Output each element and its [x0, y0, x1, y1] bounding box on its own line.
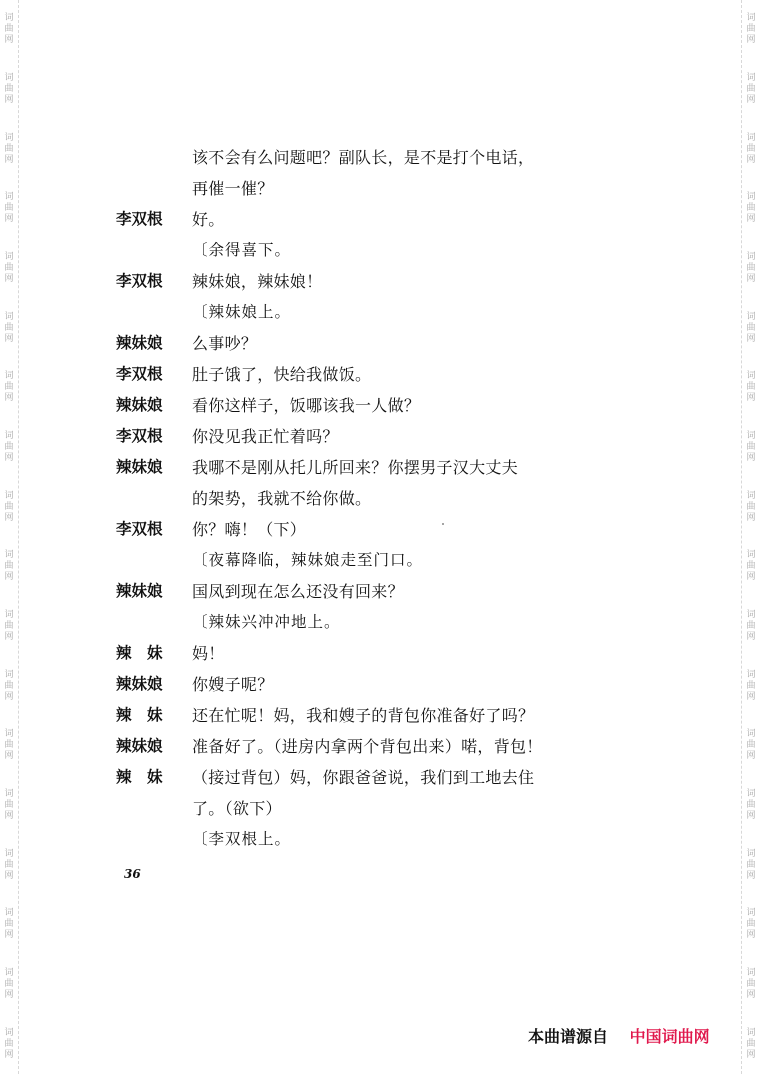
watermark-char: 曲 — [4, 621, 14, 632]
watermark-group — [4, 835, 13, 895]
speaker-name: 李双根 — [116, 365, 163, 383]
watermark-char: 曲 — [4, 680, 14, 691]
watermark-char: 网 — [4, 632, 14, 643]
watermark-group — [4, 597, 13, 657]
watermark-char: 词 — [746, 73, 756, 83]
script-line — [116, 173, 576, 204]
speaker-name: 辣 妹 — [116, 706, 163, 724]
watermark-char: 网 — [4, 751, 14, 762]
source-site-link[interactable]: 中国词曲网 — [629, 1027, 710, 1046]
watermark-char: 曲 — [4, 442, 14, 453]
watermark-char: 词 — [746, 669, 756, 680]
watermark-char: 词 — [746, 371, 756, 382]
dialogue-text: 再催一催？ — [192, 179, 274, 198]
speaker-name: 辣 妹 — [116, 644, 163, 662]
watermark-char: 曲 — [746, 621, 756, 632]
watermark-char: 词 — [746, 729, 756, 740]
dialogue-text: 你嫂子呢？ — [192, 675, 274, 694]
watermark-char: 词 — [4, 13, 14, 24]
dialogue-text: 肚子饿了，快给我做饭。 — [192, 365, 372, 384]
watermark-char: 词 — [4, 610, 14, 621]
watermark-char: 网 — [4, 811, 14, 822]
dialogue-text: 好。 — [192, 210, 225, 229]
watermark-group — [4, 716, 13, 776]
watermark-char: 曲 — [746, 859, 756, 870]
speaker-name: 辣妹娘 — [116, 334, 163, 352]
script-body — [116, 142, 576, 855]
dialogue-text: 的架势，我就不给你做。 — [192, 489, 372, 508]
watermark-char: 词 — [4, 311, 14, 322]
watermark-group — [4, 1014, 13, 1074]
script-line — [116, 731, 576, 762]
watermark-char: 词 — [4, 908, 14, 919]
dialogue-text: 国凤到现在怎么还没有回来？ — [192, 582, 404, 601]
page-number: 36 — [124, 867, 141, 881]
watermark-char: 词 — [746, 789, 756, 800]
stage-direction: 〔李双根上。 — [192, 830, 292, 848]
watermark-char: 曲 — [746, 442, 756, 453]
speaker-name: 李双根 — [116, 520, 163, 538]
watermark-char: 网 — [746, 214, 756, 225]
watermark-group — [746, 1014, 755, 1074]
watermark-char: 曲 — [4, 203, 14, 214]
script-line — [116, 793, 576, 824]
watermark-char: 曲 — [746, 203, 756, 214]
script-line — [116, 824, 576, 855]
watermark-char: 网 — [746, 930, 756, 941]
watermark-group — [746, 776, 755, 836]
watermark-group — [4, 60, 13, 120]
watermark-char: 曲 — [4, 322, 14, 333]
watermark-char: 曲 — [746, 143, 756, 154]
speaker-name: 辣 妹 — [116, 768, 163, 786]
watermark-char: 网 — [746, 154, 756, 165]
speaker-name: 辣妹娘 — [116, 675, 163, 693]
watermark-char: 网 — [746, 1049, 756, 1060]
dialogue-text: 该不会有么问题吧？副队长，是不是打个电话， — [192, 148, 535, 167]
watermark-char: 词 — [746, 490, 756, 501]
watermark-char: 词 — [4, 73, 14, 83]
watermark-char: 曲 — [746, 919, 756, 930]
script-line — [116, 142, 576, 173]
watermark-char: 词 — [4, 192, 14, 203]
watermark-char: 词 — [4, 669, 14, 680]
watermark-char: 曲 — [746, 501, 756, 512]
watermark-char: 曲 — [4, 24, 14, 35]
watermark-char: 网 — [4, 572, 14, 583]
watermark-char: 词 — [746, 311, 756, 322]
watermark-char: 曲 — [4, 919, 14, 930]
watermark-char: 曲 — [4, 800, 14, 811]
script-line — [116, 266, 576, 297]
watermark-char: 网 — [746, 751, 756, 762]
watermark-group — [746, 239, 755, 299]
watermark-char: 网 — [4, 274, 14, 285]
watermark-char: 词 — [746, 848, 756, 859]
speaker-name: 李双根 — [116, 272, 163, 290]
script-line — [116, 607, 576, 638]
watermark-char: 网 — [746, 811, 756, 822]
dialogue-text: 了。（欲下） — [192, 799, 282, 818]
script-line — [116, 421, 576, 452]
watermark-char: 曲 — [4, 382, 14, 393]
speaker-name: 辣妹娘 — [116, 582, 163, 600]
dialogue-text: 准备好了。（进房内拿两个背包出来）喏，背包！ — [192, 737, 543, 756]
watermark-char: 词 — [746, 908, 756, 919]
script-line — [116, 204, 576, 235]
speaker-name: 辣妹娘 — [116, 458, 163, 476]
watermark-group — [746, 656, 755, 716]
watermark-char: 网 — [746, 35, 756, 46]
speaker-name: 辣妹娘 — [116, 737, 163, 755]
watermark-char: 网 — [746, 95, 756, 105]
watermark-group — [746, 60, 755, 120]
watermark-char: 曲 — [746, 680, 756, 691]
stage-direction: 〔辣妹兴冲冲地上。 — [192, 613, 341, 631]
right-watermark-strip — [741, 0, 760, 1074]
watermark-char: 曲 — [4, 501, 14, 512]
watermark-char: 网 — [4, 333, 14, 344]
dialogue-text: 你没见我正忙着吗？ — [192, 427, 339, 446]
script-line — [116, 638, 576, 669]
script-line — [116, 328, 576, 359]
watermark-char: 曲 — [4, 979, 14, 990]
watermark-group — [4, 776, 13, 836]
watermark-group — [746, 955, 755, 1015]
script-line — [116, 514, 576, 545]
watermark-group — [746, 0, 755, 60]
watermark-group — [4, 477, 13, 537]
watermark-group — [4, 656, 13, 716]
watermark-char: 网 — [746, 632, 756, 643]
watermark-char: 词 — [746, 252, 756, 263]
watermark-char: 网 — [4, 1049, 14, 1060]
watermark-char: 曲 — [746, 382, 756, 393]
watermark-char: 网 — [746, 274, 756, 285]
watermark-char: 词 — [4, 490, 14, 501]
watermark-char: 网 — [746, 512, 756, 523]
watermark-char: 网 — [4, 870, 14, 881]
dialogue-text: 还在忙呢！妈，我和嫂子的背包你准备好了吗？ — [192, 706, 535, 725]
watermark-group — [746, 119, 755, 179]
dialogue-text: 妈！ — [192, 644, 225, 663]
watermark-char: 网 — [4, 214, 14, 225]
watermark-char: 词 — [4, 132, 14, 143]
watermark-group — [746, 716, 755, 776]
watermark-char: 网 — [4, 95, 14, 105]
watermark-char: 曲 — [746, 979, 756, 990]
dialogue-text: 你？嗨！（下） — [192, 520, 307, 539]
watermark-group — [4, 895, 13, 955]
watermark-char: 词 — [746, 13, 756, 24]
script-line — [116, 483, 576, 514]
dialogue-text: 辣妹娘，辣妹娘！ — [192, 272, 323, 291]
script-line — [116, 452, 576, 483]
watermark-group — [746, 358, 755, 418]
watermark-group — [4, 179, 13, 239]
speaker-name: 李双根 — [116, 427, 163, 445]
watermark-char: 网 — [4, 154, 14, 165]
watermark-char: 词 — [746, 431, 756, 442]
watermark-char: 词 — [4, 789, 14, 800]
watermark-char: 词 — [746, 610, 756, 621]
watermark-char: 网 — [746, 870, 756, 881]
watermark-char: 词 — [4, 431, 14, 442]
watermark-char: 曲 — [746, 24, 756, 35]
watermark-group — [746, 597, 755, 657]
watermark-char: 网 — [4, 35, 14, 46]
watermark-char: 曲 — [746, 740, 756, 751]
speaker-name: 辣妹娘 — [116, 396, 163, 414]
watermark-char: 词 — [4, 550, 14, 561]
watermark-char: 词 — [4, 1027, 14, 1038]
watermark-char: 曲 — [746, 1038, 756, 1049]
watermark-group — [746, 537, 755, 597]
source-label: 本曲谱源自 — [528, 1027, 609, 1046]
watermark-char: 网 — [4, 691, 14, 702]
stage-direction: 〔夜幕降临，辣妹娘走至门口。 — [192, 551, 424, 569]
watermark-group — [746, 895, 755, 955]
watermark-char: 网 — [746, 333, 756, 344]
script-line — [116, 700, 576, 731]
watermark-char: 网 — [4, 930, 14, 941]
watermark-char: 词 — [4, 968, 14, 979]
stage-direction: 〔辣妹娘上。 — [192, 303, 292, 321]
watermark-char: 网 — [746, 393, 756, 404]
speck — [442, 523, 444, 525]
watermark-char: 网 — [4, 393, 14, 404]
watermark-group — [4, 0, 13, 60]
script-line — [116, 390, 576, 421]
watermark-char: 曲 — [746, 800, 756, 811]
dialogue-text: 我哪不是刚从托儿所回来？你摆男子汉大丈夫 — [192, 458, 519, 477]
watermark-char: 曲 — [4, 561, 14, 572]
watermark-group — [4, 298, 13, 358]
script-line — [116, 762, 576, 793]
watermark-group — [746, 835, 755, 895]
watermark-char: 曲 — [746, 561, 756, 572]
watermark-char: 词 — [746, 550, 756, 561]
watermark-char: 曲 — [4, 859, 14, 870]
speaker-name: 李双根 — [116, 210, 163, 228]
dialogue-text: 么事吵？ — [192, 334, 258, 353]
watermark-char: 曲 — [4, 1038, 14, 1049]
left-watermark-strip — [0, 0, 19, 1074]
watermark-char: 词 — [4, 371, 14, 382]
watermark-char: 网 — [746, 572, 756, 583]
watermark-char: 曲 — [4, 263, 14, 274]
watermark-char: 网 — [4, 453, 14, 464]
watermark-char: 词 — [4, 848, 14, 859]
watermark-char: 曲 — [4, 84, 14, 94]
script-line — [116, 545, 576, 576]
watermark-group — [4, 239, 13, 299]
watermark-group — [4, 418, 13, 478]
source-footer[interactable] — [528, 1024, 710, 1047]
script-line — [116, 235, 576, 266]
script-line — [116, 576, 576, 607]
watermark-group — [746, 298, 755, 358]
script-line — [116, 297, 576, 328]
watermark-char: 曲 — [746, 263, 756, 274]
script-line — [116, 669, 576, 700]
watermark-char: 词 — [4, 252, 14, 263]
watermark-char: 词 — [4, 729, 14, 740]
watermark-group — [4, 537, 13, 597]
watermark-group — [746, 477, 755, 537]
watermark-char: 曲 — [4, 740, 14, 751]
watermark-char: 曲 — [4, 143, 14, 154]
watermark-char: 网 — [4, 512, 14, 523]
watermark-char: 网 — [746, 453, 756, 464]
watermark-char: 词 — [746, 132, 756, 143]
watermark-char: 词 — [746, 192, 756, 203]
dialogue-text: 看你这样子，饭哪该我一人做？ — [192, 396, 421, 415]
watermark-char: 曲 — [746, 322, 756, 333]
watermark-char: 曲 — [746, 84, 756, 94]
watermark-group — [4, 119, 13, 179]
watermark-group — [746, 418, 755, 478]
watermark-group — [746, 179, 755, 239]
dialogue-text: （接过背包）妈，你跟爸爸说，我们到工地去住 — [192, 768, 535, 787]
watermark-char: 网 — [746, 990, 756, 1001]
stage-direction: 〔余得喜下。 — [192, 241, 292, 259]
script-line — [116, 359, 576, 390]
watermark-group — [4, 955, 13, 1015]
watermark-group — [4, 358, 13, 418]
watermark-char: 网 — [4, 990, 14, 1001]
watermark-char: 网 — [746, 691, 756, 702]
watermark-char: 词 — [746, 1027, 756, 1038]
watermark-char: 词 — [746, 968, 756, 979]
